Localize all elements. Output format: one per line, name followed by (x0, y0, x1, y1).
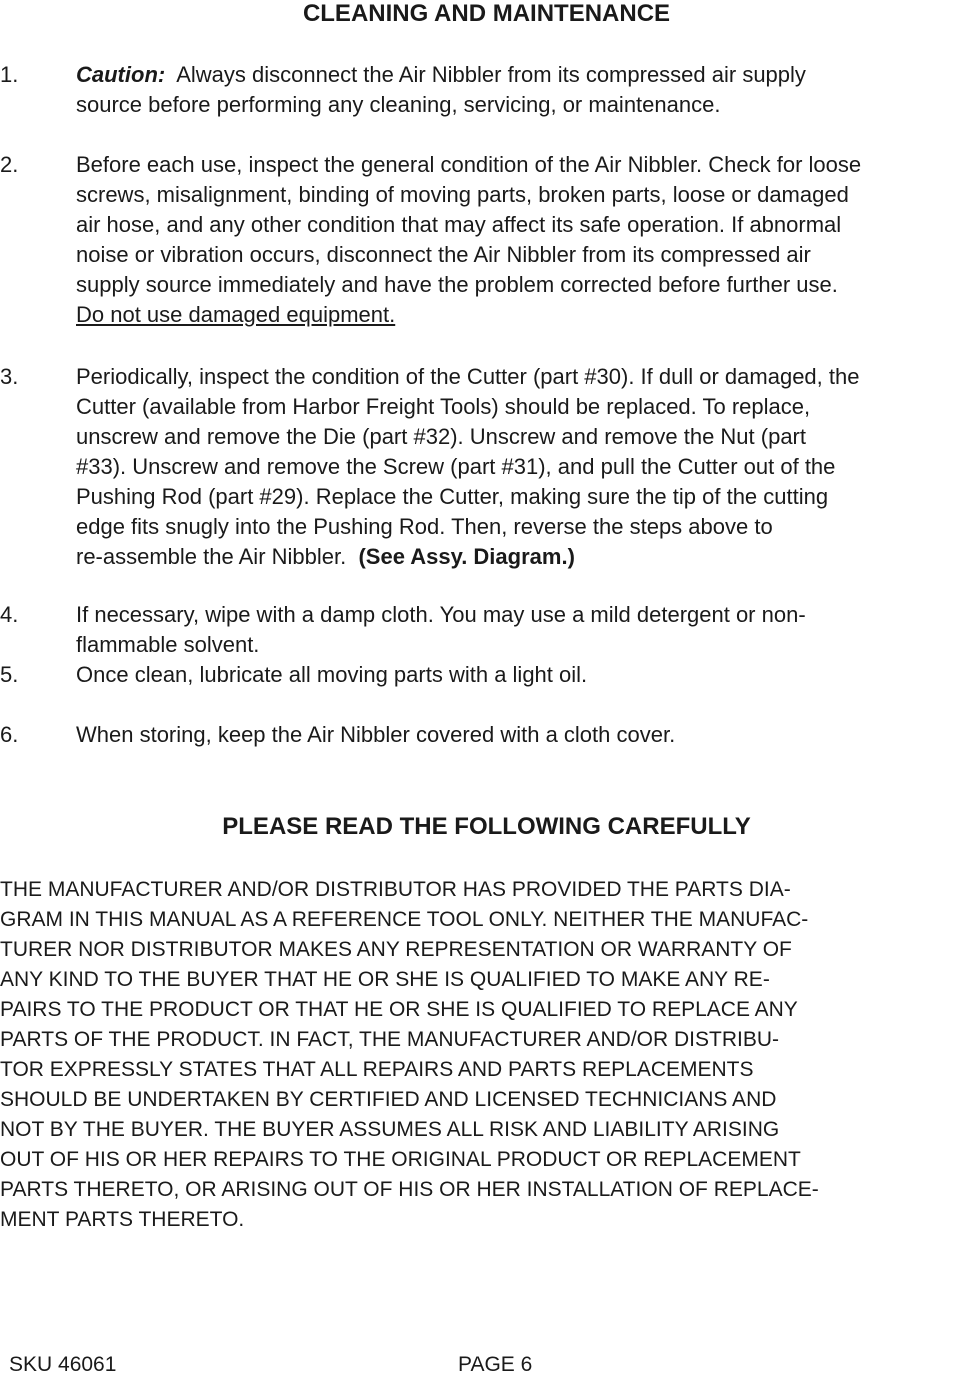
item-text-line: Periodically, inspect the condition of the Cutter (part #30). If dull or damaged, the (76, 364, 860, 389)
disclaimer-line: PARTS OF THE PRODUCT. IN FACT, THE MANUFACTURER AND/OR DISTRIBU- (0, 1028, 780, 1051)
diagram-reference: (See Assy. Diagram.) (358, 544, 575, 569)
caution-label: Caution: (76, 62, 166, 87)
item-number: 2. (0, 152, 19, 177)
item-text-line: If necessary, wipe with a damp cloth. You may use a mild detergent or non- (76, 602, 806, 627)
item-text-line: screws, misalignment, binding of moving parts, broken parts, loose or damaged (76, 182, 849, 207)
disclaimer-line: THE MANUFACTURER AND/OR DISTRIBUTOR HAS PROVIDED THE PARTS DIA- (0, 878, 791, 901)
disclaimer-line: ANY KIND TO THE BUYER THAT HE OR SHE IS QUALIFIED TO MAKE ANY RE- (0, 968, 770, 991)
item-text-line: Before each use, inspect the general condition of the Air Nibbler. Check for loose (76, 152, 862, 177)
disclaimer-line: MENT PARTS THERETO. (0, 1208, 245, 1231)
disclaimer-line: GRAM IN THIS MANUAL AS A REFERENCE TOOL ONLY. NEITHER THE MANUFAC- (0, 908, 809, 931)
list-item-2 (0, 150, 973, 330)
disclaimer-line: TOR EXPRESSLY STATES THAT ALL REPAIRS AND PARTS REPLACEMENTS (0, 1058, 754, 1081)
item-text-line: air hose, and any other condition that may affect its safe operation. If abnormal (76, 212, 842, 237)
list-item-4 (0, 600, 973, 660)
disclaimer-line: TURER NOR DISTRIBUTOR MAKES ANY REPRESENTATION OR WARRANTY OF (0, 938, 792, 961)
item-number: 3. (0, 364, 19, 389)
warning-underlined: Do not use damaged equipment. (76, 302, 396, 327)
list-item-3 (0, 362, 973, 572)
page-title: CLEANING AND MAINTENANCE (302, 0, 671, 27)
item-text-line: source before performing any cleaning, servicing, or maintenance. (76, 92, 721, 117)
item-text-line: flammable solvent. (76, 632, 260, 657)
notice-heading: PLEASE READ THE FOLLOWING CAREFULLY (222, 813, 751, 840)
disclaimer-line: PARTS THERETO, OR ARISING OUT OF HIS OR HER INSTALLATION OF REPLACE- (0, 1178, 819, 1201)
item-text-line: Pushing Rod (part #29). Replace the Cutter, making sure the tip of the cutting (76, 484, 829, 509)
disclaimer-line: PAIRS TO THE PRODUCT OR THAT HE OR SHE IS QUALIFIED TO REPLACE ANY (0, 998, 798, 1021)
item-number: 4. (0, 602, 19, 627)
list-item-5 (0, 660, 973, 690)
list-item-1 (0, 60, 973, 120)
item-number: 6. (0, 722, 19, 747)
item-text-line: unscrew and remove the Die (part #32). Unscrew and remove the Nut (part (76, 424, 806, 449)
disclaimer-line: SHOULD BE UNDERTAKEN BY CERTIFIED AND LICENSED TECHNICIANS AND (0, 1088, 777, 1111)
footer-page-number: PAGE 6 (458, 1353, 533, 1376)
item-text-line: re-assemble the Air Nibbler. (76, 544, 347, 569)
item-number: 5. (0, 662, 19, 687)
disclaimer-line: NOT BY THE BUYER. THE BUYER ASSUMES ALL RISK AND LIABILITY ARISING (0, 1118, 780, 1141)
item-text-line: supply source immediately and have the problem corrected before further use. (76, 272, 838, 297)
item-number: 1. (0, 62, 19, 87)
item-text-line: Once clean, lubricate all moving parts with a light oil. (76, 662, 588, 687)
item-text-line: noise or vibration occurs, disconnect the Air Nibbler from its compressed air (76, 242, 811, 267)
item-text-line: Cutter (available from Harbor Freight Tools) should be replaced. To replace, (76, 394, 811, 419)
disclaimer-line: OUT OF HIS OR HER REPAIRS TO THE ORIGINAL PRODUCT OR REPLACEMENT (0, 1148, 801, 1171)
item-text-line: edge fits snugly into the Pushing Rod. Then, reverse the steps above to (76, 514, 773, 539)
list-item-6 (0, 720, 973, 750)
disclaimer-paragraph (0, 875, 973, 1235)
item-text-line: When storing, keep the Air Nibbler covered with a cloth cover. (76, 722, 676, 747)
item-text-line: Always disconnect the Air Nibbler from its compressed air supply (176, 62, 806, 87)
item-text-line: #33). Unscrew and remove the Screw (part #31), and pull the Cutter out of the (76, 454, 836, 479)
footer-sku: SKU 46061 (9, 1353, 117, 1376)
